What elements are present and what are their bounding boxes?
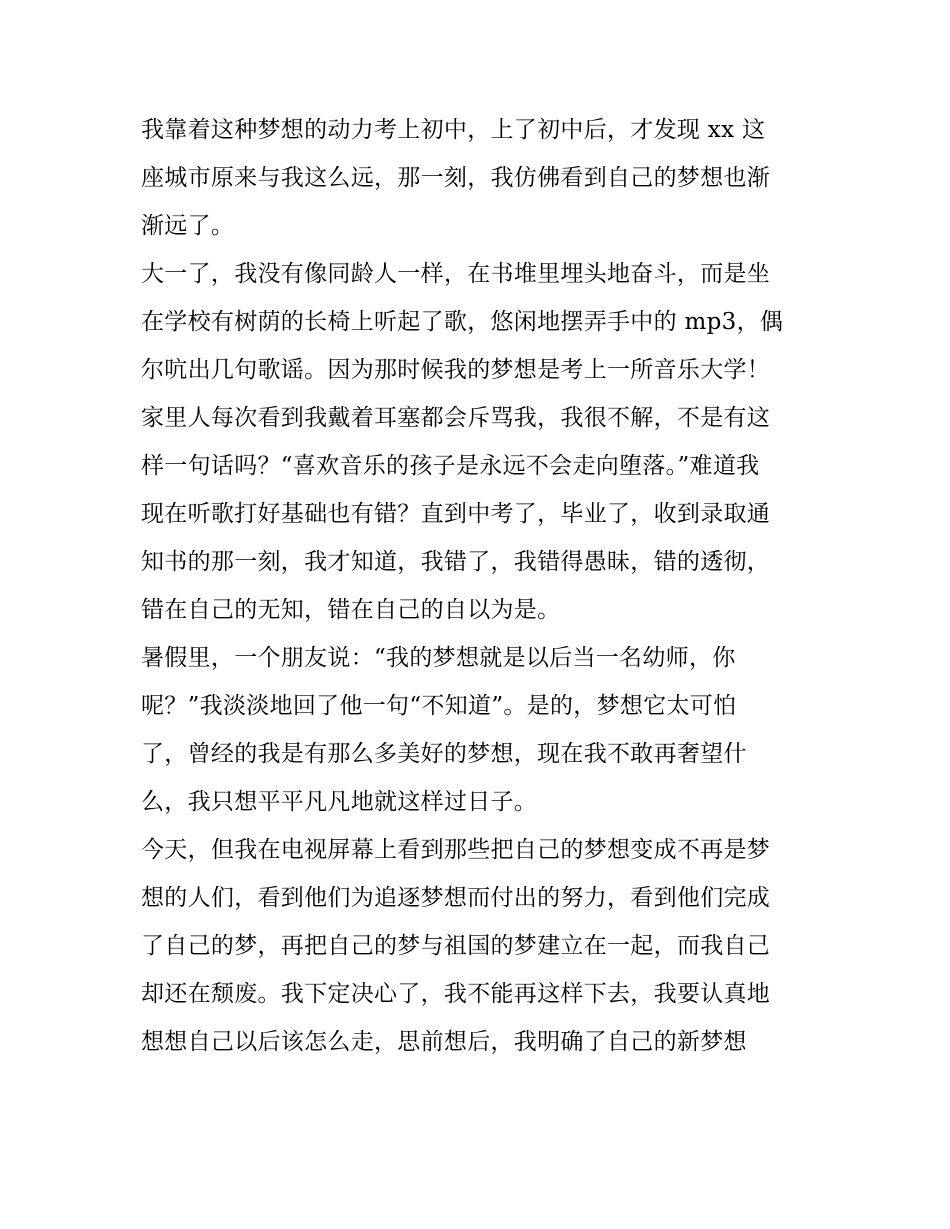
text-line: 暑假里，一个朋友说：“我的梦想就是以后当一名幼师，你 <box>141 645 736 671</box>
text-line: 家里人每次看到我戴着耳塞都会斥骂我，我很不解，不是有这 <box>141 405 771 431</box>
body-text <box>141 106 821 1066</box>
text-line: 了自己的梦，再把自己的梦与祖国的梦建立在一起，而我自己 <box>141 933 771 959</box>
text-line: 想的人们，看到他们为追逐梦想而付出的努力，看到他们完成 <box>141 885 771 911</box>
text-line: 座城市原来与我这么远，那一刻，我仿佛看到自己的梦想也渐 <box>141 165 771 191</box>
text-line: 呢？”我淡淡地回了他一句“不知道”。是的，梦想它太可怕 <box>141 693 737 719</box>
text-line: 么，我只想平平凡凡地就这样过日子。 <box>141 789 538 815</box>
text-line: 了，曾经的我是有那么多美好的梦想，现在我不敢再奢望什 <box>141 741 747 767</box>
text-line: 现在听歌打好基础也有错？直到中考了，毕业了，收到录取通 <box>141 501 771 527</box>
text-line: 在学校有树荫的长椅上听起了歌，悠闲地摆弄手中的 mp3，偶 <box>141 309 784 335</box>
text-line: 大一了，我没有像同龄人一样，在书堆里埋头地奋斗，而是坐 <box>141 261 771 287</box>
text-line: 却还在颓废。我下定决心了，我不能再这样下去，我要认真地 <box>141 981 771 1007</box>
text-line: 渐远了。 <box>141 213 235 239</box>
text-line: 我靠着这种梦想的动力考上初中，上了初中后，才发现 xx 这 <box>141 117 766 143</box>
text-line: 知书的那一刻，我才知道，我错了，我错得愚昧，错的透彻， <box>141 549 771 575</box>
text-line: 错在自己的无知，错在自己的自以为是。 <box>141 597 561 623</box>
text-line: 样一句话吗？“喜欢音乐的孩子是永远不会走向堕落。”难道我 <box>141 453 760 479</box>
text-line: 今天，但我在电视屏幕上看到那些把自己的梦想变成不再是梦 <box>141 837 771 863</box>
text-line: 想想自己以后该怎么走，思前想后，我明确了自己的新梦想 <box>141 1029 747 1055</box>
text-line: 尔吭出几句歌谣。因为那时候我的梦想是考上一所音乐大学！ <box>141 357 771 383</box>
